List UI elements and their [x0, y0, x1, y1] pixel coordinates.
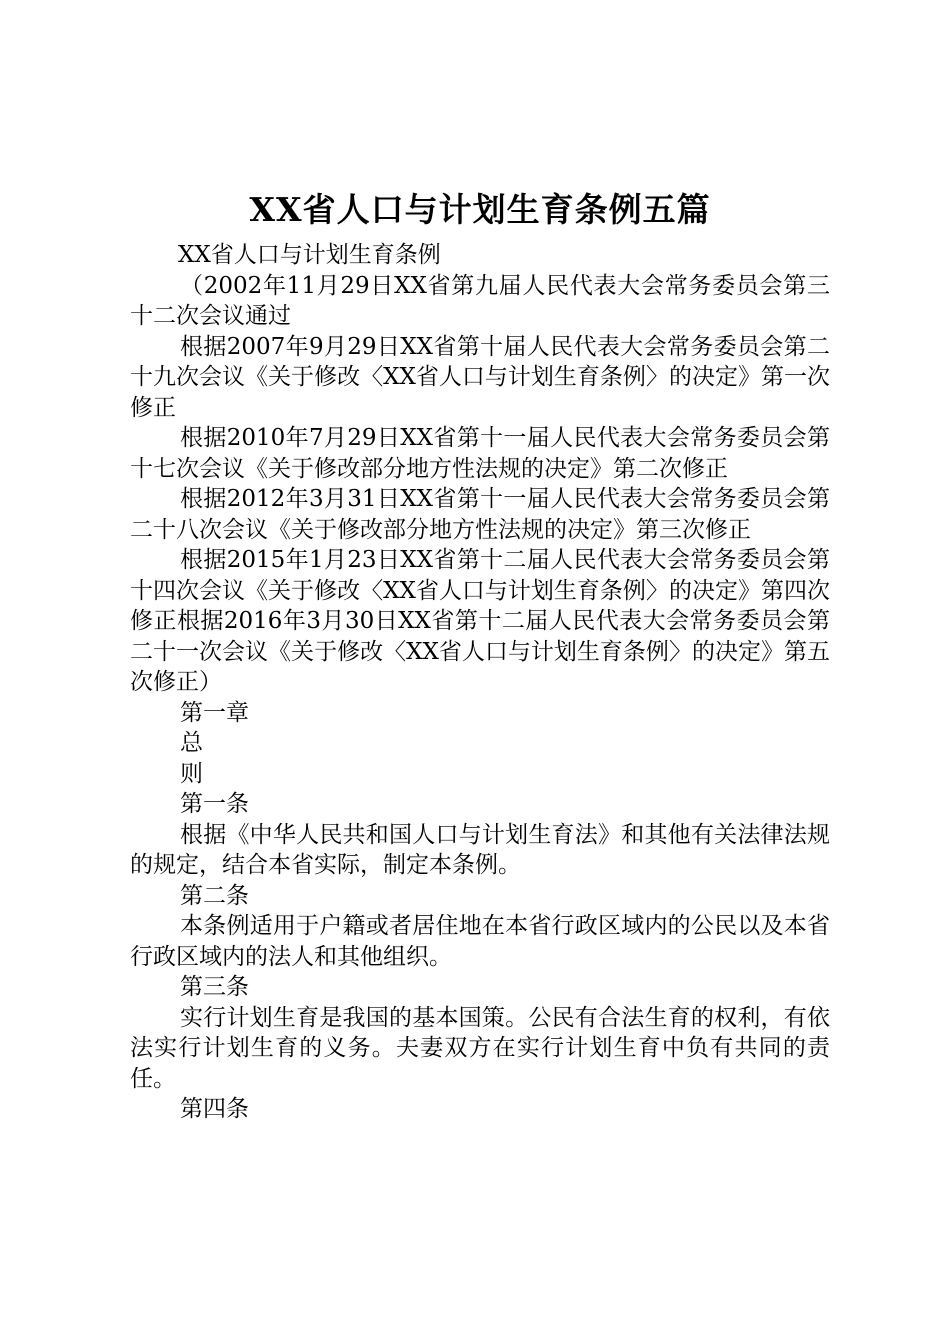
document-title: XX省人口与计划生育条例五篇: [249, 190, 711, 229]
amendment-3: 根据2012年3月31日XX省第十一届人民代表大会常务委员会第二十八次会议《关于修改部分地方性法规的决定》第三次修正: [130, 486, 830, 543]
amendment-2: 根据2010年7月29日XX省第十一届人民代表大会常务委员会第十七次会议《关于修改部分地方性法规的决定》第二次修正: [130, 425, 830, 482]
amendment-4-5: 根据2015年1月23日XX省第十二届人民代表大会常务委员会第十四次会议《关于修改〈XX省人口与计划生育条例〉的决定》第四次修正根据2016年3月30日XX省第十二届人民代表大会常务委员会第二十一次会议《关于修改〈XX省人口与计划生育条例〉的决定》第五次修正）: [130, 547, 830, 695]
article-2-heading: 第二条: [180, 882, 249, 909]
article-1-heading: 第一条: [180, 791, 249, 817]
chapter-heading: 第一章: [180, 699, 249, 726]
chapter-title-part-2: 则: [180, 760, 203, 787]
adoption-note: （2002年11月29日XX省第九届人民代表大会常务委员会第三十二次会议通过: [130, 272, 830, 329]
amendment-1: 根据2007年9月29日XX省第十届人民代表大会常务委员会第二十九次会议《关于修改〈XX省人口与计划生育条例〉的决定》第一次修正: [130, 333, 830, 421]
regulation-subtitle: XX省人口与计划生育条例: [178, 242, 441, 268]
article-4-heading: 第四条: [180, 1096, 249, 1122]
article-3-text: 实行计划生育是我国的基本国策。公民有合法生育的权利，有依法实行计划生育的义务。夫妻双方在实行计划生育中负有共同的责任。: [130, 1004, 830, 1092]
chapter-title-part-1: 总: [180, 730, 203, 756]
article-2-text: 本条例适用于户籍或者居住地在本省行政区域内的公民以及本省行政区域内的法人和其他组织。: [130, 913, 830, 970]
article-1-text: 根据《中华人民共和国人口与计划生育法》和其他有关法律法规的规定，结合本省实际，制定本条例。: [130, 821, 830, 878]
article-3-heading: 第三条: [180, 974, 249, 1000]
document-page: [130, 188, 830, 1125]
